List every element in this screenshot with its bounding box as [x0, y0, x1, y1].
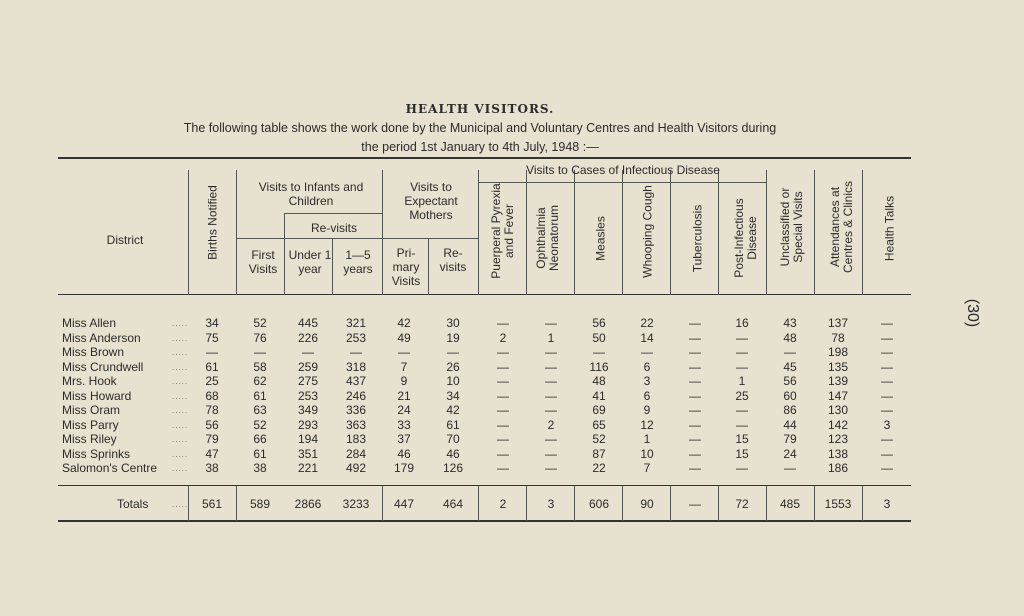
- table-cell: 30: [446, 316, 460, 330]
- table-cell: 1: [547, 330, 555, 345]
- table-cell: —: [881, 461, 893, 475]
- grid-line: [284, 213, 285, 238]
- table-row: [0, 418, 1024, 432]
- table-cell: 33: [397, 417, 411, 432]
- table-cell: 76: [253, 330, 267, 345]
- table-row: [0, 374, 1024, 388]
- table-cell: 147: [827, 388, 849, 403]
- table-cell: 137: [827, 316, 849, 330]
- district-name: Miss Oram: [62, 403, 120, 417]
- table-cell: 3233: [342, 497, 370, 511]
- table-cell: 50: [592, 330, 606, 345]
- table-row: [0, 345, 1024, 359]
- table-cell: 58: [253, 359, 267, 374]
- grid-line: [236, 170, 237, 295]
- leader-dots: .....: [172, 500, 189, 509]
- table-cell: 116: [589, 359, 609, 374]
- table-cell: 485: [779, 497, 801, 511]
- table-cell: 253: [345, 330, 367, 345]
- table-cell: —: [545, 359, 557, 374]
- table-cell: —: [497, 432, 509, 446]
- table-cell: —: [545, 316, 557, 330]
- table-cell: 62: [253, 374, 267, 388]
- table-cell: 1553: [824, 497, 852, 511]
- grid-line: [574, 170, 575, 295]
- table-cell: —: [881, 388, 893, 403]
- grid-line: [670, 170, 671, 295]
- grid-line: [428, 238, 429, 295]
- table-cell: 44: [783, 417, 797, 432]
- table-cell: 1: [738, 374, 746, 388]
- ophthalmia-header: Ophthalmia Neonatorum: [534, 204, 561, 272]
- district-name: Miss Riley: [62, 432, 117, 446]
- table-cell: —: [689, 417, 701, 432]
- births-header: Births Notified: [205, 185, 220, 260]
- table-cell: 142: [827, 417, 849, 432]
- table-cell: —: [593, 345, 605, 359]
- grid-line: [766, 170, 767, 295]
- table-cell: —: [497, 388, 509, 403]
- table-cell: —: [689, 330, 701, 345]
- table-cell: 72: [735, 497, 749, 511]
- table-cell: 90: [640, 497, 654, 511]
- table-cell: 2866: [294, 497, 322, 511]
- district-name: Mrs. Hook: [62, 374, 117, 388]
- table-cell: 275: [297, 374, 319, 388]
- infants-group-header: Visits to Infants and Children: [258, 180, 364, 208]
- leader-dots: .....: [172, 362, 189, 372]
- table-cell: 293: [297, 417, 319, 432]
- table-cell: —: [689, 497, 701, 511]
- table-cell: —: [545, 461, 557, 475]
- table-cell: 246: [345, 388, 367, 403]
- table-cell: 78: [831, 330, 845, 345]
- table-row: [0, 316, 1024, 330]
- table-cell: 3: [643, 374, 651, 388]
- table-cell: 2: [499, 497, 507, 511]
- table-cell: 12: [640, 417, 654, 432]
- table-cell: 69: [592, 403, 606, 417]
- revisits-group-header: Re-visits: [310, 221, 357, 235]
- table-cell: 66: [253, 432, 267, 446]
- table-row: [0, 403, 1024, 417]
- table-cell: 25: [205, 374, 219, 388]
- table-row: [0, 331, 1024, 345]
- district-name: Salomon's Centre: [62, 461, 158, 475]
- table-cell: 37: [397, 432, 411, 446]
- unclassified-header: Unclassified or Special Visits: [778, 187, 805, 267]
- table-cell: —: [497, 374, 509, 388]
- table-cell: 56: [205, 417, 219, 432]
- table-cell: 56: [783, 374, 797, 388]
- table-cell: —: [497, 345, 509, 359]
- table-cell: 86: [783, 403, 797, 417]
- measles-header: Measles: [593, 216, 608, 261]
- table-cell: 349: [297, 403, 319, 417]
- table-cell: 25: [735, 388, 749, 403]
- table-cell: —: [689, 345, 701, 359]
- table-cell: 15: [735, 446, 749, 461]
- grid-line: [526, 170, 527, 295]
- table-cell: 130: [827, 403, 849, 417]
- table-cell: —: [497, 461, 509, 475]
- table-cell: 2: [547, 417, 555, 432]
- table-cell: 38: [205, 461, 219, 475]
- district-name: Miss Parry: [62, 417, 119, 432]
- table-cell: —: [689, 446, 701, 461]
- table-bottom-rule: [58, 520, 911, 522]
- table-cell: 10: [640, 446, 654, 461]
- table-cell: 52: [253, 417, 267, 432]
- page-title: HEALTH VISITORS.: [405, 102, 555, 116]
- table-cell: 47: [205, 446, 219, 461]
- grid-line: [478, 170, 479, 295]
- table-cell: 9: [400, 374, 408, 388]
- table-cell: —: [545, 345, 557, 359]
- whooping-cough-header: Whooping Cough: [640, 185, 655, 278]
- table-cell: —: [689, 359, 701, 374]
- table-cell: 321: [345, 316, 367, 330]
- table-cell: 49: [397, 330, 411, 345]
- table-cell: 60: [783, 388, 797, 403]
- table-cell: 68: [205, 388, 219, 403]
- grid-line: [862, 170, 863, 295]
- table-cell: 589: [249, 497, 271, 511]
- leader-dots: .....: [172, 333, 189, 343]
- table-cell: 79: [205, 432, 219, 446]
- leader-dots: .....: [172, 377, 189, 386]
- table-cell: —: [689, 316, 701, 330]
- leader-dots: .....: [172, 406, 189, 415]
- table-cell: —: [881, 316, 893, 330]
- table-cell: 3: [883, 417, 891, 432]
- table-cell: —: [881, 432, 893, 446]
- grid-line: [718, 170, 719, 295]
- table-cell: 75: [205, 330, 219, 345]
- table-cell: 221: [297, 461, 319, 475]
- table-cell: 464: [442, 497, 464, 511]
- table-cell: —: [497, 417, 509, 432]
- table-cell: 445: [297, 316, 319, 330]
- table-cell: 138: [827, 446, 849, 461]
- table-cell: 61: [253, 388, 267, 403]
- table-cell: 42: [446, 403, 460, 417]
- table-cell: 61: [446, 417, 460, 432]
- first-visits-header: First Visits: [248, 248, 278, 276]
- table-top-rule: [58, 157, 911, 159]
- table-cell: 22: [592, 461, 606, 475]
- grid-line: [622, 170, 623, 295]
- grid-line: [478, 182, 766, 183]
- table-row: [0, 360, 1024, 374]
- district-name: Miss Crundwell: [62, 359, 144, 374]
- table-cell: —: [736, 403, 748, 417]
- table-cell: 179: [393, 461, 415, 475]
- table-cell: 1: [643, 432, 651, 446]
- table-cell: 19: [446, 330, 460, 345]
- table-cell: —: [689, 432, 701, 446]
- expectant-mothers-header: Visits to Expectant Mothers: [404, 180, 458, 222]
- table-cell: 561: [201, 497, 223, 511]
- table-cell: 318: [345, 359, 367, 374]
- totals-values: [0, 497, 1024, 511]
- infectious-disease-header: Visits to Cases of Infectious Disease: [526, 163, 720, 177]
- table-cell: 10: [446, 374, 460, 388]
- table-cell: 41: [592, 388, 606, 403]
- table-cell: 198: [827, 345, 849, 359]
- district-name: Miss Brown: [62, 345, 125, 359]
- table-cell: 6: [643, 359, 651, 374]
- table-cell: —: [497, 403, 509, 417]
- table-cell: 43: [783, 316, 797, 330]
- post-infectious-header: Post-Infectious Disease: [732, 198, 759, 278]
- table-cell: 259: [297, 359, 319, 374]
- table-cell: —: [497, 446, 509, 461]
- leader-dots: .....: [172, 420, 189, 430]
- table-cell: —: [545, 388, 557, 403]
- table-cell: —: [881, 330, 893, 345]
- tuberculosis-header: Tuberculosis: [690, 204, 705, 273]
- primary-visits-header: Pri- mary Visits: [391, 246, 421, 288]
- table-cell: 70: [446, 432, 460, 446]
- table-cell: 79: [783, 432, 797, 446]
- table-cell: —: [689, 388, 701, 403]
- table-cell: —: [736, 461, 748, 475]
- table-cell: —: [497, 316, 509, 330]
- table-cell: 38: [253, 461, 267, 475]
- table-cell: 87: [592, 446, 606, 461]
- table-cell: —: [736, 345, 748, 359]
- table-cell: —: [302, 345, 314, 359]
- table-cell: 9: [643, 403, 651, 417]
- district-header: District: [106, 233, 144, 247]
- table-cell: —: [736, 330, 748, 345]
- table-cell: 606: [588, 497, 610, 511]
- mothers-revisits-header: Re- visits: [439, 246, 467, 274]
- intro-text-line1: The following table shows the work done by the Municipal and Voluntary Centres and Health Visitors during: [183, 121, 777, 135]
- grid-line: [382, 170, 383, 295]
- table-cell: —: [881, 403, 893, 417]
- table-cell: 24: [397, 403, 411, 417]
- attendances-header: Attendances at Centres & Clinics: [828, 180, 855, 274]
- leader-dots: .....: [172, 464, 189, 473]
- table-cell: —: [881, 446, 893, 461]
- table-cell: 21: [397, 388, 411, 403]
- table-cell: 42: [397, 316, 411, 330]
- under-1-year-header: Under 1 year: [288, 248, 332, 276]
- table-cell: 447: [393, 497, 415, 511]
- table-cell: 34: [205, 316, 219, 330]
- table-cell: —: [784, 461, 796, 475]
- table-cell: 186: [827, 461, 849, 475]
- table-cell: 284: [345, 446, 367, 461]
- grid-line: [188, 170, 189, 295]
- table-cell: 126: [442, 461, 464, 475]
- table-cell: 48: [783, 330, 797, 345]
- table-cell: —: [545, 403, 557, 417]
- grid-line: [814, 170, 815, 295]
- table-cell: —: [689, 461, 701, 475]
- table-row: [0, 461, 1024, 475]
- table-cell: 6: [643, 388, 651, 403]
- table-cell: 61: [253, 446, 267, 461]
- leader-dots: .....: [172, 449, 189, 459]
- leader-dots: .....: [172, 391, 189, 401]
- table-cell: 78: [205, 403, 219, 417]
- table-cell: —: [881, 374, 893, 388]
- header-bottom-rule: [58, 294, 911, 295]
- table-cell: —: [784, 345, 796, 359]
- table-cell: 253: [297, 388, 319, 403]
- table-cell: —: [350, 345, 362, 359]
- district-name: Miss Anderson: [62, 330, 141, 345]
- table-cell: 437: [345, 374, 367, 388]
- table-cell: 46: [397, 446, 411, 461]
- table-cell: —: [398, 345, 410, 359]
- table-cell: —: [736, 417, 748, 432]
- table-cell: 183: [345, 432, 367, 446]
- table-cell: 24: [783, 446, 797, 461]
- one-to-five-years-header: 1—5 years: [343, 248, 373, 276]
- leader-dots: .....: [172, 435, 189, 444]
- district-name: Miss Allen: [62, 316, 117, 330]
- district-name: Miss Howard: [62, 388, 132, 403]
- table-cell: 63: [253, 403, 267, 417]
- puerperal-header: Puerperal Pyrexia and Fever: [489, 183, 516, 279]
- table-cell: 2: [499, 330, 507, 345]
- table-cell: —: [689, 374, 701, 388]
- table-cell: —: [497, 359, 509, 374]
- table-cell: 194: [297, 432, 319, 446]
- table-cell: 7: [643, 461, 651, 475]
- table-cell: —: [254, 345, 266, 359]
- leader-dots: .....: [172, 348, 189, 357]
- table-cell: 135: [827, 359, 849, 374]
- leader-dots: .....: [172, 319, 189, 328]
- health-talks-header: Health Talks: [882, 195, 897, 262]
- table-cell: —: [881, 359, 893, 374]
- table-cell: 56: [592, 316, 606, 330]
- table-cell: 22: [640, 316, 654, 330]
- table-cell: 65: [592, 417, 606, 432]
- table-cell: —: [545, 374, 557, 388]
- table-cell: 14: [640, 330, 654, 345]
- table-cell: 139: [827, 374, 849, 388]
- table-cell: 61: [205, 359, 219, 374]
- table-cell: 52: [253, 316, 267, 330]
- table-row: [0, 432, 1024, 446]
- table-cell: 15: [735, 432, 749, 446]
- table-row: [0, 389, 1024, 403]
- table-cell: 34: [446, 388, 460, 403]
- grid-line: [284, 213, 382, 214]
- table-cell: 336: [345, 403, 367, 417]
- table-cell: —: [641, 345, 653, 359]
- table-cell: 3: [547, 497, 555, 511]
- table-cell: 7: [400, 359, 408, 374]
- table-cell: 48: [592, 374, 606, 388]
- table-cell: —: [689, 403, 701, 417]
- table-cell: —: [206, 345, 218, 359]
- table-cell: —: [447, 345, 459, 359]
- table-cell: —: [736, 359, 748, 374]
- district-name: Miss Sprinks: [62, 446, 131, 461]
- table-cell: 123: [827, 432, 849, 446]
- table-cell: 492: [345, 461, 367, 475]
- intro-text-line2: the period 1st January to 4th July, 1948 :—: [361, 140, 599, 154]
- table-cell: 226: [297, 330, 319, 345]
- table-row: [0, 447, 1024, 461]
- table-cell: —: [545, 432, 557, 446]
- grid-line: [236, 238, 478, 239]
- table-cell: —: [545, 446, 557, 461]
- table-cell: 351: [297, 446, 319, 461]
- table-cell: 3: [883, 497, 891, 511]
- totals-top-rule: [58, 485, 911, 486]
- table-cell: 45: [783, 359, 797, 374]
- table-cell: 16: [735, 316, 749, 330]
- table-cell: 46: [446, 446, 460, 461]
- totals-label: Totals: [117, 497, 149, 511]
- table-cell: —: [881, 345, 893, 359]
- table-cell: 52: [592, 432, 606, 446]
- page-number: (30): [964, 298, 982, 328]
- table-cell: 26: [446, 359, 460, 374]
- table-cell: 363: [345, 417, 367, 432]
